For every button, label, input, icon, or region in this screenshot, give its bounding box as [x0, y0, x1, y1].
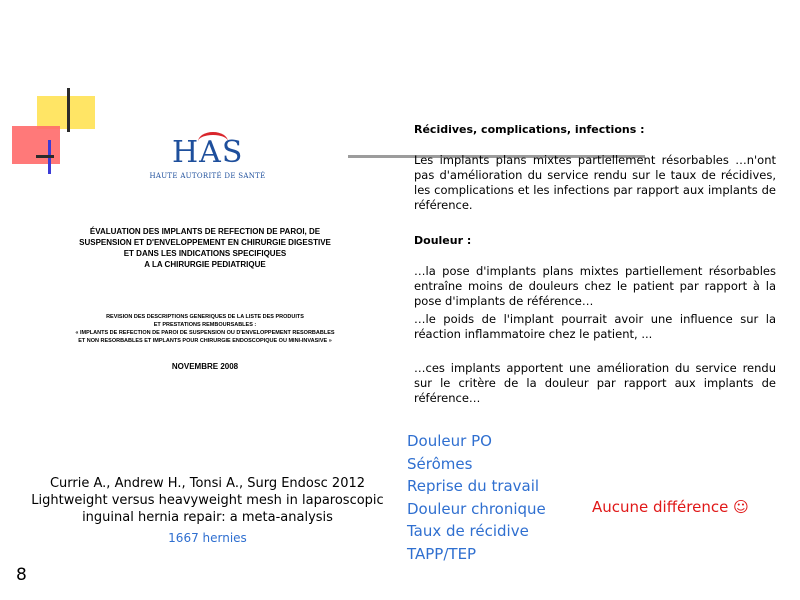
paragraph-douleur-2: …le poids de l'implant pourrait avoir une influence sur la réaction inflammatoire chez le patient, ...	[414, 312, 776, 341]
decor-horizontal-line	[36, 155, 54, 158]
document-subtitle-line: « IMPLANTS DE REFECTION DE PAROI DE SUSPENSION OU D'ENVELOPPEMENT RESORBABLES	[75, 330, 335, 336]
list-item: Douleur PO	[407, 432, 492, 450]
decor-yellow-block	[37, 96, 95, 129]
paragraph-recidives: Les implants plans mixtes partiellement résorbables …n'ont pas d'amélioration du service rendu sur le taux de récidives, les complications et les infections par rapport aux implants de référence.	[414, 153, 776, 212]
document-subtitle	[60, 313, 350, 345]
list-item: TAPP/TEP	[407, 544, 477, 563]
outcomes-list	[407, 430, 546, 565]
list-item: Reprise du travail	[407, 477, 540, 495]
document-subtitle-line: ET PRESTATIONS REMBOURSABLES :	[153, 322, 257, 328]
list-item: Taux de récidive	[407, 522, 529, 540]
paragraph-douleur-3: …ces implants apportent une amélioration du service rendu sur le critère de la douleur par rapport aux implants de référence…	[414, 361, 776, 405]
document-title-line: ÉVALUATION DES IMPLANTS DE REFECTION DE PAROI, DE	[89, 227, 321, 236]
paragraph-douleur-1: …la pose d'implants plans mixtes partiellement résorbables entraîne moins de douleurs chez le patient par rapport à la pose d'implants de référence…	[414, 264, 776, 308]
document-title-line: A LA CHIRURGIE PEDIATRIQUE	[144, 260, 266, 269]
document-date: NOVEMBRE 2008	[171, 362, 239, 371]
citation	[30, 475, 385, 547]
decor-vertical-line	[67, 88, 70, 132]
decor-red-block	[12, 126, 60, 164]
citation-count: 1667 hernies	[168, 531, 247, 545]
document-title	[60, 226, 350, 270]
document-title-line: ET DANS LES INDICATIONS SPECIFIQUES	[123, 249, 287, 258]
document-subtitle-line: REVISION DES DESCRIPTIONS GENERIQUES DE LA LISTE DES PRODUITS	[106, 314, 304, 320]
list-item: Sérômes	[407, 454, 473, 473]
citation-title-line2: inguinal hernia repair: a meta-analysis	[82, 510, 333, 525]
heading-douleur: Douleur :	[414, 234, 472, 247]
has-logo: HAS	[172, 135, 244, 170]
slide-number: 8	[16, 565, 27, 585]
citation-authors: Currie A., Andrew H., Tonsi A., Surg Endosc 2012	[49, 476, 366, 491]
document-subtitle-line: ET NON RESORBABLES ET IMPLANTS POUR CHIRURGIE ENDOSCOPIQUE OU MINI-INVASIVE »	[78, 338, 332, 344]
heading-recidives: Récidives, complications, infections :	[414, 123, 645, 136]
list-item: Douleur chronique	[407, 499, 546, 518]
result-text: Aucune différence ☺	[592, 498, 749, 516]
document-title-line: SUSPENSION ET D'ENVELOPPEMENT EN CHIRURGIE DIGESTIVE	[79, 238, 331, 247]
has-logo-subtitle: HAUTE AUTORITÉ DE SANTÉ	[149, 172, 266, 180]
citation-title-line1: Lightweight versus heavyweight mesh in laparoscopic	[31, 493, 384, 508]
